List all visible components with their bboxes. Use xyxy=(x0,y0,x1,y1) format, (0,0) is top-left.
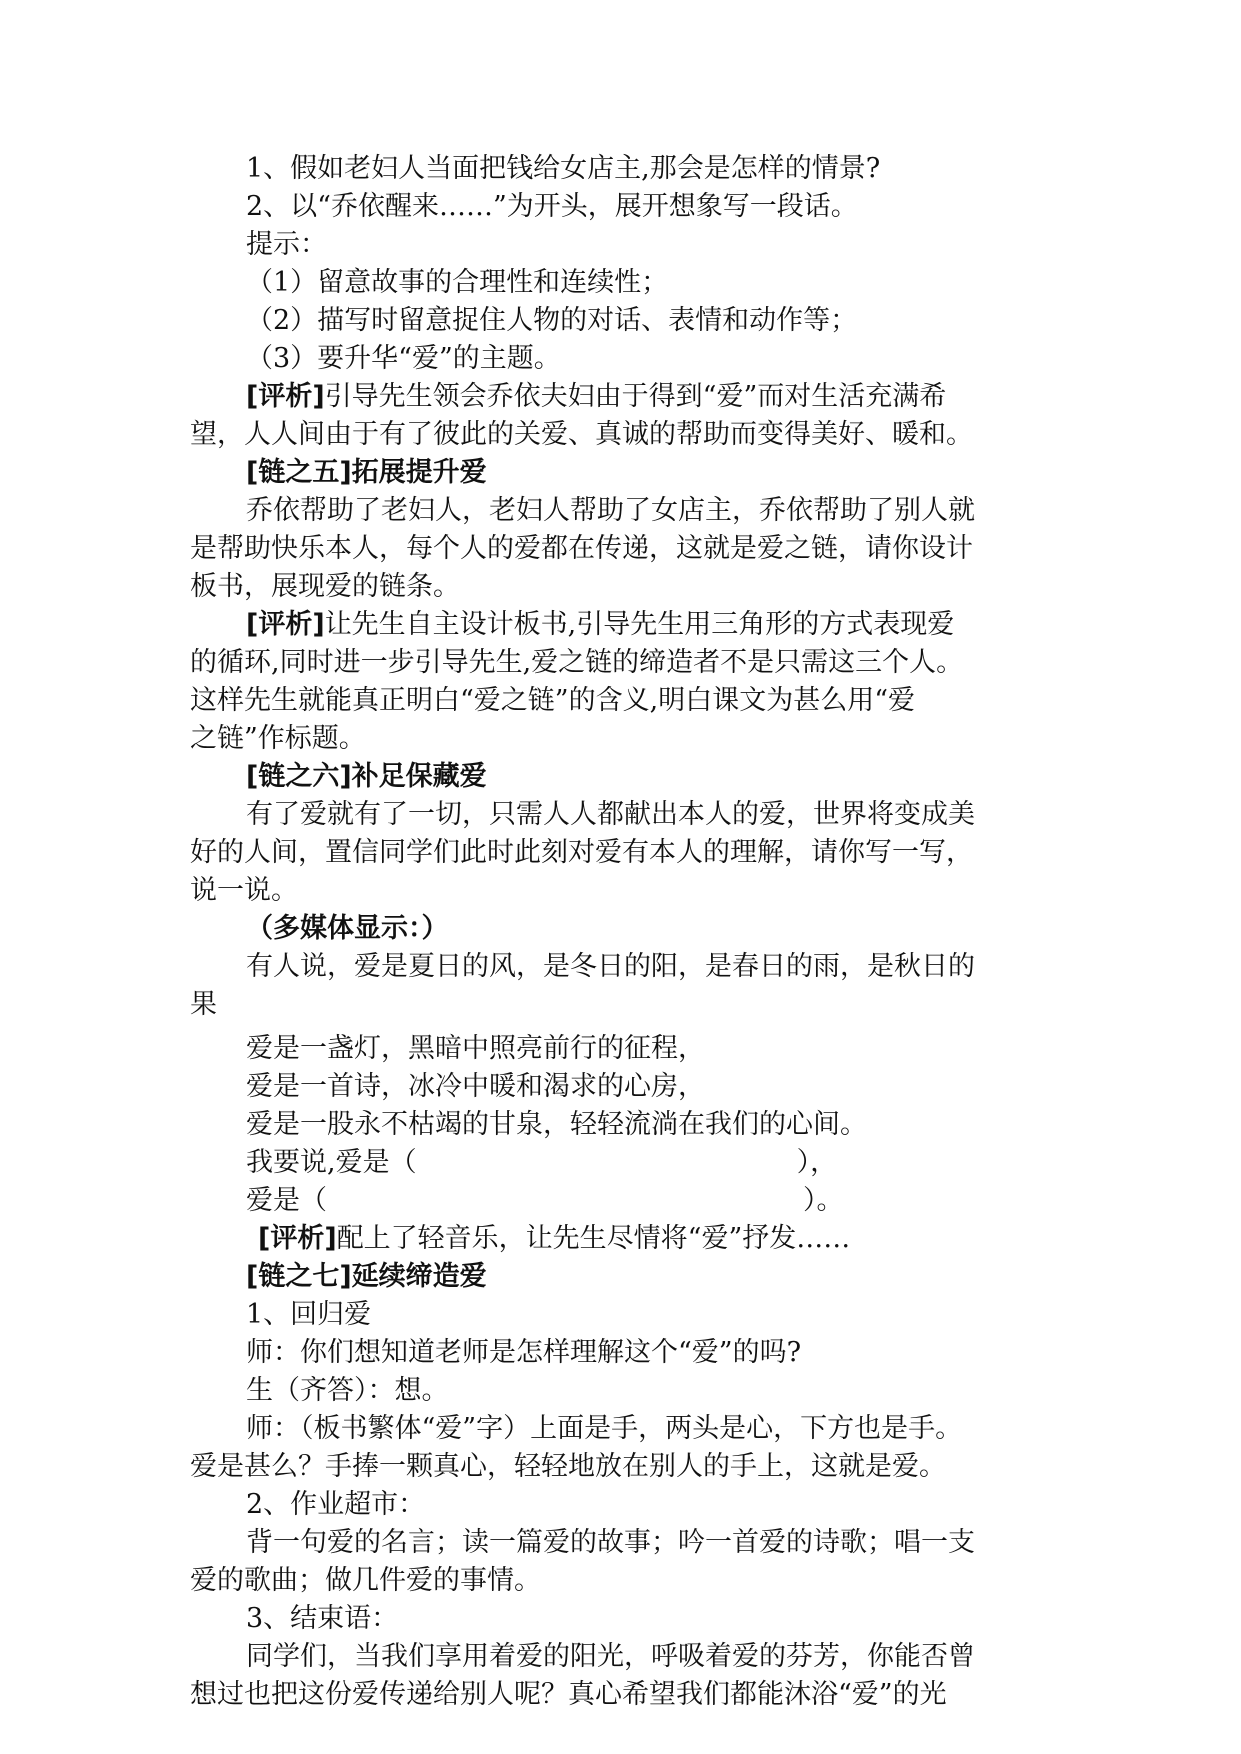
section-heading-5: [链之五]拓展提升爱 xyxy=(246,457,487,488)
paragraph-line: 之链”作标题。 xyxy=(190,723,366,754)
hint-item-1: （1）留意故事的合理性和连续性； xyxy=(246,267,669,298)
fill-in-blank-2: 爱是（ ）。 xyxy=(246,1185,844,1216)
fill-in-blank-1: 我要说,爱是（ ）， xyxy=(246,1147,838,1178)
comment-paragraph-2: [评析]让先生自主设计板书,引导先生用三角形的方式表现爱 xyxy=(246,609,955,640)
paragraph-line: 爱是甚么？手捧一颗真心，轻轻地放在别人的手上，这就是爱。 xyxy=(190,1451,946,1482)
section-heading-6: [链之六]补足保藏爱 xyxy=(246,761,487,792)
poem-line-1: 爱是一盏灯，黑暗中照亮前行的征程， xyxy=(246,1033,705,1064)
paragraph-line: 说一说。 xyxy=(190,875,298,906)
paragraph-line: 果 xyxy=(190,989,217,1020)
poem-line-2: 爱是一首诗，冰冷中暖和渴求的心房， xyxy=(246,1071,705,1102)
paragraph-line: 师：你们想知道老师是怎样理解这个“爱”的吗? xyxy=(246,1337,802,1368)
section-heading-7: [链之七]延续缔造爱 xyxy=(246,1261,487,1292)
paragraph-line: 生（齐答）：想。 xyxy=(246,1375,449,1406)
hint-label: 提示： xyxy=(246,229,327,260)
paragraph-line: 背一句爱的名言；读一篇爱的故事；吟一首爱的诗歌；唱一支 xyxy=(246,1527,975,1558)
comment-paragraph-1: [评析]引导先生领会乔依夫妇由于得到“爱”而对生活充满希 xyxy=(246,381,947,412)
paragraph-line: 想过也把这份爱传递给别人呢？真心希望我们都能沐浴“爱”的光 xyxy=(190,1679,947,1710)
paragraph-line: 有了爱就有了一切，只需人人都献出本人的爱，世界将变成美 xyxy=(246,799,975,830)
paragraph-line: 同学们，当我们享用着爱的阳光，呼吸着爱的芬芳，你能否曾 xyxy=(246,1641,975,1672)
paragraph-line: 3、结束语： xyxy=(246,1603,399,1634)
paragraph-line: 是帮助快乐本人，每个人的爱都在传递，这就是爱之链，请你设计 xyxy=(190,533,973,564)
comment-paragraph-3: [评析]配上了轻音乐，让先生尽情将“爱”抒发…… xyxy=(258,1223,851,1254)
multimedia-label: （多媒体显示：） xyxy=(246,913,449,944)
paragraph-line: 爱的歌曲；做几件爱的事情。 xyxy=(190,1565,541,1596)
paragraph-line: 1、回归爱 xyxy=(246,1299,372,1330)
paragraph-line: 这样先生就能真正明白“爱之链”的含义,明白课文为甚么用“爱 xyxy=(190,685,915,716)
hint-item-2: （2）描写时留意捉住人物的对话、表情和动作等； xyxy=(246,305,858,336)
paragraph-line: 乔依帮助了老妇人，老妇人帮助了女店主，乔依帮助了别人就 xyxy=(246,495,975,526)
paragraph-line: 好的人间，置信同学们此时此刻对爱有本人的理解，请你写一写， xyxy=(190,837,973,868)
question-1: 1、假如老妇人当面把钱给女店主,那会是怎样的情景? xyxy=(246,153,881,184)
paragraph-line: 的循环,同时进一步引导先生,爱之链的缔造者不是只需这三个人。 xyxy=(190,647,964,678)
paragraph-line: 板书，展现爱的链条。 xyxy=(190,571,460,602)
paragraph-line: 2、作业超市： xyxy=(246,1489,426,1520)
question-2: 2、以“乔依醒来……”为开头，展开想象写一段话。 xyxy=(246,191,858,222)
comment-paragraph-1-cont: 望，人人间由于有了彼此的关爱、真诚的帮助而变得美好、暖和。 xyxy=(190,419,973,450)
paragraph-line: 师：（板书繁体“爱”字）上面是手，两头是心，下方也是手。 xyxy=(246,1413,963,1444)
paragraph-line: 有人说，爱是夏日的风，是冬日的阳，是春日的雨，是秋日的 xyxy=(246,951,975,982)
hint-item-3: （3）要升华“爱”的主题。 xyxy=(246,343,561,374)
poem-line-3: 爱是一股永不枯竭的甘泉，轻轻流淌在我们的心间。 xyxy=(246,1109,867,1140)
